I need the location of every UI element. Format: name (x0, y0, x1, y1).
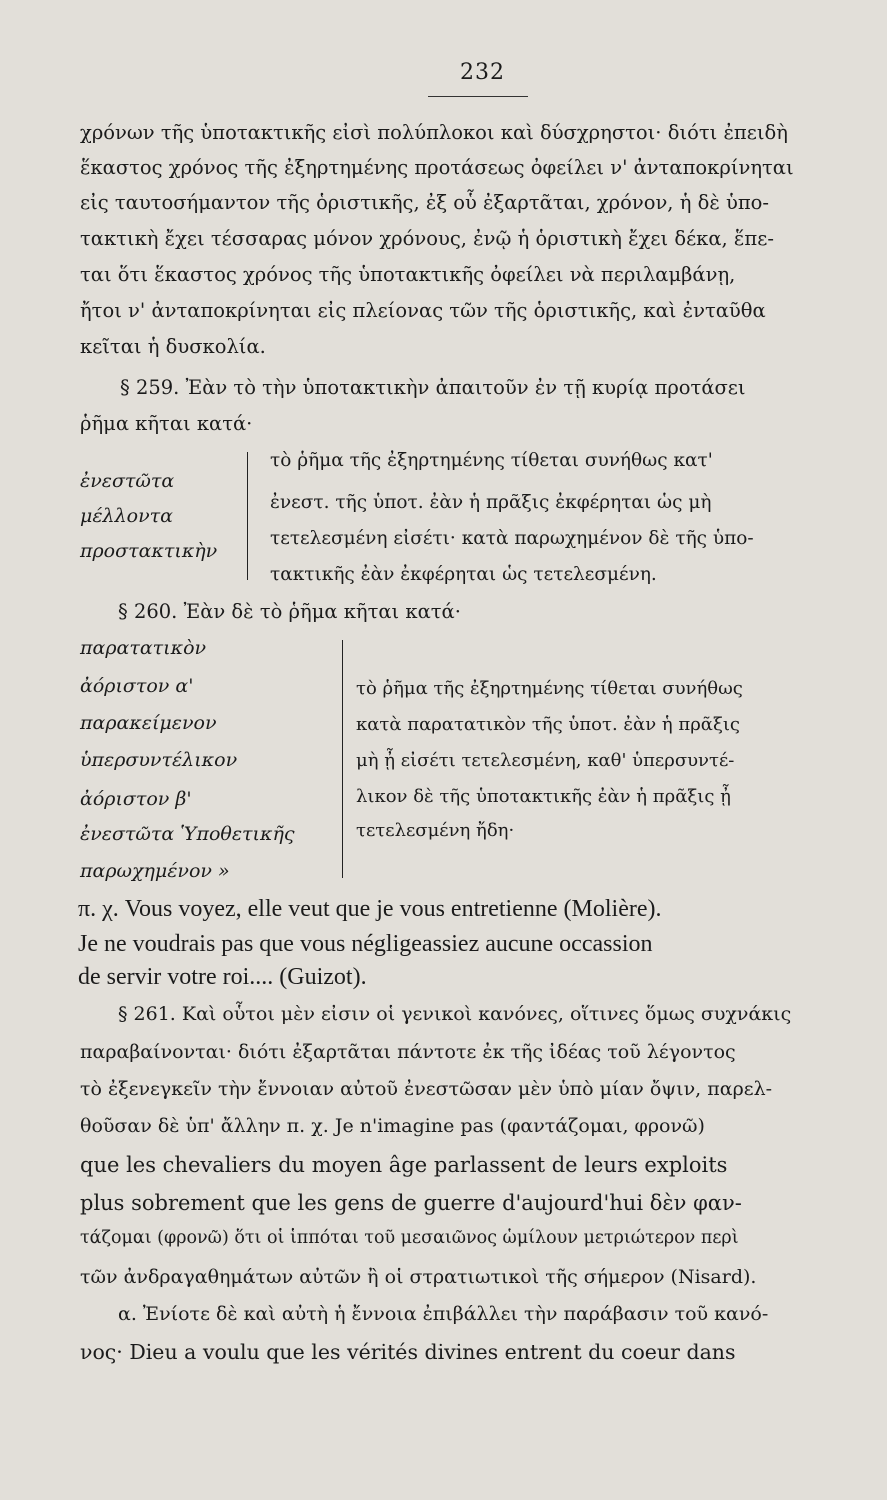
section-260-rule-text: μὴ ᾖ εἰσέτι τετελεσμένη, καθ' ὑπερσυντέ- (356, 750, 735, 771)
example-line: de servir votre roi.... (Guizot). (78, 964, 367, 990)
tense-label: ἀόριστον α' (80, 675, 194, 697)
tense-label: ἐνεστῶτα (80, 470, 175, 492)
section-261-line: τάζομαι (φρονῶ) ὅτι οἱ ἱππόται τοῦ μεσαιῶνος ὡμίλουν μετριώτερον περὶ (80, 1228, 739, 1248)
section-261-line: νος· Dieu a voulu que les vérités divines entrent du coeur dans (80, 1340, 736, 1364)
para1-line: κεῖται ἡ δυσκολία. (80, 335, 266, 358)
para1-line: τακτικὴ ἔχει τέσσαρας μόνον χρόνους, ἐνῷ ἡ ὁριστικὴ ἔχει δέκα, ἕπε- (80, 227, 774, 250)
para1-line: ται ὅτι ἕκαστος χρόνος τῆς ὑποτακτικῆς ὀφείλει νὰ περιλαμβάνῃ, (80, 263, 736, 286)
section-261-line: τὸ ἐξενεγκεῖν τὴν ἔννοιαν αὐτοῦ ἐνεστῶσαν μὲν ὑπὸ μίαν ὄψιν, παρελ- (80, 1078, 773, 1100)
section-261-line: θοῦσαν δὲ ὑπ' ἄλλην π. χ. Je n'imagine pas (φαντάζομαι, φρονῶ) (80, 1115, 705, 1137)
tense-label: ἐνεστῶτα Ὑποθετικῆς (80, 823, 295, 845)
section-260-heading: § 260. Ἐὰν δὲ τὸ ῥῆμα κῆται κατά· (118, 600, 461, 623)
brace (247, 452, 254, 580)
tense-label: προστακτικὴν (80, 540, 218, 562)
tense-label: παρατατικὸν (80, 637, 207, 659)
tense-label: ὑπερσυντέλικον (80, 749, 238, 771)
tense-label: παρακείμενον (80, 712, 217, 734)
section-261-line: α. Ἐνίοτε δὲ καὶ αὐτὴ ἡ ἔννοια ἐπιβάλλει τὴν παράβασιν τοῦ κανό- (118, 1303, 769, 1325)
example-line: Je ne voudrais pas que vous négligeassiez aucune occassion (78, 931, 653, 957)
para1-line: χρόνων τῆς ὑποτακτικῆς εἰσὶ πολύπλοκοι καὶ δύσχρηστοι· διότι ἐπειδὴ (80, 121, 788, 144)
para1-line: εἰς ταυτοσήμαντον τῆς ὁριστικῆς, ἐξ οὗ ἐξαρτᾶται, χρόνον, ἡ δὲ ὑπο- (80, 191, 769, 214)
para1-line: ἤτοι ν' ἀνταποκρίνηται εἰς πλείονας τῶν τῆς ὁριστικῆς, καὶ ἐνταῦθα (80, 299, 766, 322)
section-261-line: τῶν ἀνδραγαθημάτων αὐτῶν ἢ οἱ στρατιωτικοὶ τῆς σήμερον (Nisard). (80, 1266, 757, 1288)
section-259-rule-text: ἐνεστ. τῆς ὑποτ. ἐὰν ἡ πρᾶξις ἐκφέρηται ὡς μὴ (270, 492, 712, 513)
section-259-heading: § 259. Ἐὰν τὸ τὴν ὑποτακτικὴν ἀπαιτοῦν ἐν τῇ κυρίᾳ προτάσει (120, 376, 746, 399)
section-260-rule-text: λικον δὲ τῆς ὑποτακτικῆς ἐὰν ἡ πρᾶξις ᾖ (356, 786, 731, 807)
para1-line: ἕκαστος χρόνος τῆς ἐξηρτημένης προτάσεως ὀφείλει ν' ἀνταποκρίνηται (80, 156, 794, 179)
page-number: 232 (460, 60, 505, 85)
section-260-rule-text: τὸ ῥῆμα τῆς ἐξηρτημένης τίθεται συνήθως (356, 678, 743, 699)
section-259-rule-text: τετελεσμένη εἰσέτι· κατὰ παρωχημένον δὲ τῆς ὑπο- (270, 528, 754, 549)
tense-label: μέλλοντα (80, 505, 173, 527)
section-260-rule-text: κατὰ παρατατικὸν τῆς ὑποτ. ἐὰν ἡ πρᾶξις (356, 714, 741, 735)
example-line: π. χ. Vous voyez, elle veut que je vous entretienne (Molière). (78, 896, 662, 922)
section-259-line: ῥῆμα κῆται κατά· (80, 412, 253, 435)
tense-label: ἀόριστον β' (80, 788, 192, 810)
section-261-line: παραβαίνονται· διότι ἐξαρτᾶται πάντοτε ἐκ τῆς ἰδέας τοῦ λέγοντος (80, 1041, 736, 1063)
section-261-line: plus sobrement que les gens de guerre d'aujourd'hui δὲν φαν- (80, 1191, 742, 1215)
section-261-line: que les chevaliers du moyen âge parlassent de leurs exploits (80, 1153, 728, 1177)
header-rule (428, 96, 528, 97)
tense-label: παρωχημένον » (80, 860, 230, 882)
section-260-rule-text: τετελεσμένη ἤδη· (356, 820, 515, 841)
brace (342, 640, 349, 878)
section-259-rule-text: τὸ ῥῆμα τῆς ἐξηρτημένης τίθεται συνήθως κατ' (270, 450, 713, 471)
section-259-rule-text: τακτικῆς ἐὰν ἐκφέρηται ὡς τετελεσμένη. (270, 564, 657, 585)
section-261-line: § 261. Καὶ οὗτοι μὲν εἰσιν οἱ γενικοὶ κανόνες, οἵτινες ὅμως συχνάκις (118, 1003, 792, 1025)
